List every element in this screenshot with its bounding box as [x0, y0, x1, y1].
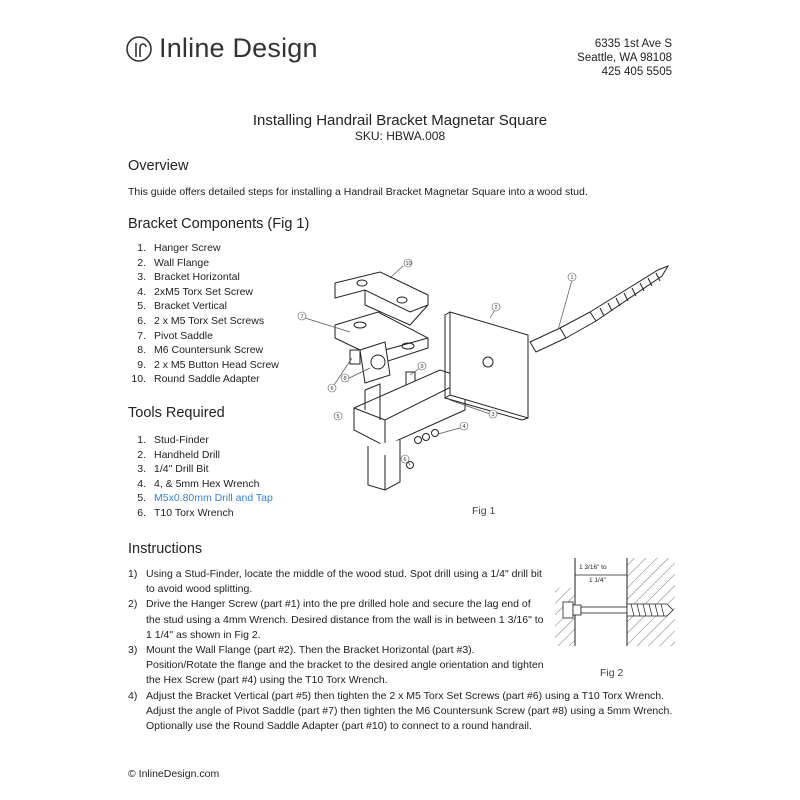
components-list-item	[128, 372, 279, 387]
list-label: Pivot Saddle	[154, 329, 213, 342]
fig1-callout: 4	[462, 424, 466, 430]
instruction-item	[128, 597, 548, 643]
tools-list-item	[128, 433, 273, 448]
fig1-callout: 2	[494, 305, 498, 311]
list-number: 4.	[137, 285, 146, 298]
fig1-exploded-diagram	[290, 250, 680, 520]
list-label: Bracket Vertical	[154, 300, 227, 313]
list-label: Bracket Horizontal	[154, 271, 240, 284]
overview-heading: Overview	[128, 158, 189, 174]
address-line: 425 405 5505	[601, 66, 672, 78]
list-label: Wall Flange	[154, 256, 210, 269]
list-number: 2.	[137, 448, 146, 461]
list-label: T10 Torx Wrench	[154, 506, 234, 519]
instruction-number: 1)	[128, 568, 138, 580]
list-number: 5.	[137, 300, 146, 313]
instruction-text: Mount the Wall Flange (part #2). Then the Bracket Horizontal (part #3). Position/Rotate the flange and the bracket to the desired angle orientation and tighten the Hex Screw (part #4) using the T10 Torx Wrench.	[146, 644, 544, 687]
fig2-dimension-top: 1 3/16" to	[579, 564, 607, 571]
sku-label: SKU: HBWA.008	[354, 129, 446, 143]
fig2-distance-diagram	[555, 558, 675, 658]
logo-text: Inline Design	[159, 33, 318, 63]
fig1-callout: 10	[405, 261, 412, 267]
list-number: 3.	[137, 463, 146, 476]
list-number: 6.	[137, 314, 146, 327]
list-label: 2xM5 Torx Set Screw	[154, 285, 254, 298]
list-label: 2 x M5 Torx Set Screws	[154, 314, 265, 327]
list-number: 4.	[137, 477, 146, 490]
list-number: 1.	[137, 242, 146, 254]
list-number: 5.	[137, 492, 146, 505]
tools-list-item	[128, 462, 273, 477]
fig1-callout: 1	[570, 275, 574, 281]
instruction-text: Using a Stud-Finder, locate the middle of the wood stud. Spot drill using a 1/4" drill bit to avoid wood splitting.	[146, 568, 542, 596]
components-list	[128, 241, 279, 387]
list-number: 8.	[137, 344, 146, 357]
footer-copyright: © InlineDesign.com	[128, 768, 220, 780]
address-line: 6335 1st Ave S	[594, 38, 672, 50]
fig1-callout: 3	[491, 412, 495, 418]
fig2-dimension-bottom: 1 1/4"	[589, 577, 606, 584]
fig1-callout: 8	[343, 376, 347, 382]
list-number: 9.	[137, 358, 146, 371]
components-list-item	[128, 314, 279, 329]
tools-list-item	[128, 477, 273, 492]
overview-text: This guide offers detailed steps for installing a Handrail Bracket Magnetar Square into a wood stud.	[128, 186, 588, 198]
tools-list	[128, 433, 273, 521]
list-label: Handheld Drill	[154, 448, 220, 461]
tools-heading: Tools Required	[128, 405, 225, 421]
list-label: Stud-Finder	[154, 434, 209, 446]
components-list-item	[128, 270, 279, 285]
fig1-caption: Fig 1	[472, 505, 496, 517]
tools-list-item	[128, 448, 273, 463]
instruction-number: 3)	[128, 644, 138, 657]
list-label: Round Saddle Adapter	[154, 373, 260, 386]
company-address	[577, 37, 672, 79]
list-number: 7.	[137, 329, 146, 342]
instruction-number: 2)	[128, 598, 138, 611]
fig1-callout: 6	[330, 386, 334, 392]
company-logo	[125, 33, 318, 64]
list-label: 1/4" Drill Bit	[154, 463, 209, 476]
list-label: 2 x M5 Button Head Screw	[154, 358, 279, 371]
fig1-callout: 5	[336, 414, 340, 420]
address-line: Seattle, WA 98108	[577, 52, 672, 64]
fig1-callout: 9	[420, 364, 424, 370]
list-label: 4, & 5mm Hex Wrench	[154, 477, 260, 490]
list-number: 2.	[137, 256, 146, 269]
components-list-item	[128, 299, 279, 314]
fig1-callout: 6	[403, 457, 407, 463]
tool-link[interactable]: M5x0.80mm Drill and Tap	[154, 492, 273, 505]
tools-list-item[interactable]	[128, 491, 273, 506]
logo-icon	[125, 35, 153, 63]
components-list-item	[128, 241, 279, 256]
components-list-item	[128, 343, 279, 358]
instruction-item	[128, 689, 673, 735]
list-number: 1.	[137, 434, 146, 446]
instruction-number: 4)	[128, 689, 138, 702]
fig2-caption: Fig 2	[600, 667, 624, 679]
instruction-item	[128, 567, 548, 597]
list-number: 6.	[137, 506, 146, 519]
list-label: M6 Countersunk Screw	[154, 344, 264, 357]
components-list-item	[128, 256, 279, 271]
fig1-callout: 7	[300, 314, 304, 320]
page-title: Installing Handrail Bracket Magnetar Square	[252, 112, 548, 129]
list-number: 10.	[131, 373, 146, 386]
components-list-item	[128, 358, 279, 373]
list-number: 3.	[137, 271, 146, 284]
instruction-item	[128, 643, 548, 689]
components-heading: Bracket Components (Fig 1)	[128, 216, 310, 232]
instruction-text: Drive the Hanger Screw (part #1) into the pre drilled hole and secure the lag end of the stud using a 4mm Wrench. Desired distance from the wall is in between 1 3/16" to 1 1/4" as shown in Fig 2.	[146, 598, 544, 641]
instruction-text: Adjust the Bracket Vertical (part #5) then tighten the 2 x M5 Torx Set Screws (part #6) using a T10 Torx Wrench. Adjust the angle of Pivot Saddle (part #7) then tighten the M6 Countersunk Screw (part #8) using a 5mm Wrench. Optionally use the Round Saddle Adapter (part #10) to connect to a round handrail.	[146, 689, 673, 733]
tools-list-item	[128, 506, 273, 521]
list-label: Hanger Screw	[154, 242, 221, 254]
components-list-item	[128, 329, 279, 344]
components-list-item	[128, 285, 279, 300]
instructions-heading: Instructions	[128, 541, 203, 557]
